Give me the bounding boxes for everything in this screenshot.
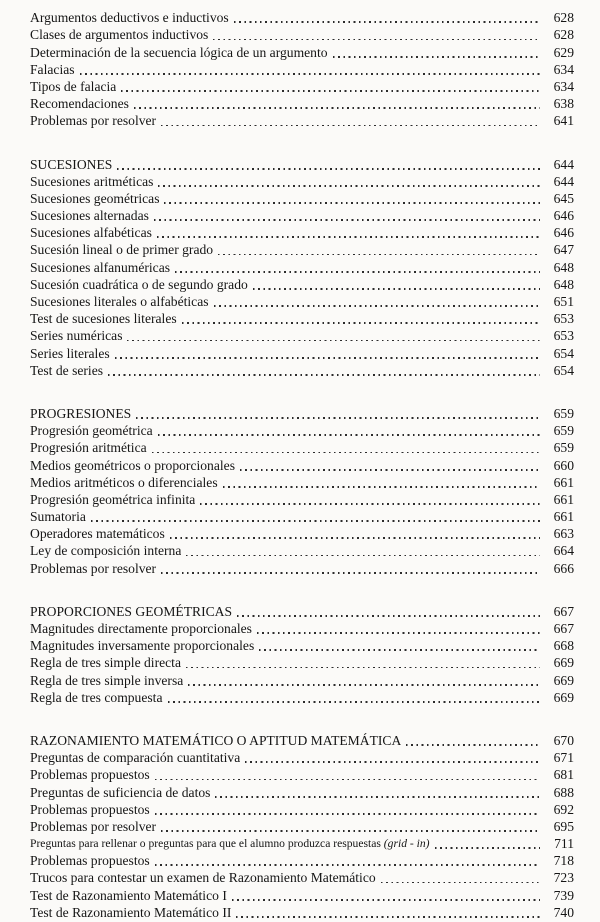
page-number: 638 xyxy=(553,96,574,112)
page-number: 718 xyxy=(553,853,574,869)
toc-entry xyxy=(30,276,574,293)
toc-entry-title: Sucesión cuadrática o de segundo grado xyxy=(30,276,248,292)
toc-entry-title: Medios geométricos o proporcionales xyxy=(30,457,235,473)
page-number: 739 xyxy=(553,887,574,903)
toc-entry-title: Problemas propuestos xyxy=(30,853,150,869)
toc-entry xyxy=(30,766,574,783)
toc-entry-title: Problemas propuestos xyxy=(30,801,150,817)
dot-leader xyxy=(237,615,540,617)
page-number: 667 xyxy=(553,621,574,636)
toc-entry-title: Clases de argumentos inductivos xyxy=(30,27,209,43)
toc-entry-title: Progresión geométrica infinita xyxy=(30,491,196,507)
toc-entry xyxy=(30,637,574,654)
page-number: 628 xyxy=(553,10,574,26)
toc-entry-title: Medios aritméticos o diferenciales xyxy=(30,474,218,490)
toc-entry xyxy=(30,405,574,422)
toc-entry-title: PROPORCIONES GEOMÉTRICAS xyxy=(30,603,233,619)
toc-entry-title: Problemas por resolver xyxy=(30,818,157,834)
dot-leader xyxy=(115,357,540,359)
page-number: 670 xyxy=(553,732,574,748)
toc-entry-title: Regla de tres simple directa xyxy=(30,655,181,671)
toc-entry-title: Sucesiones alfanuméricas xyxy=(30,259,171,275)
toc-entry-title: Series literales xyxy=(30,345,110,361)
toc-entry-title: Magnitudes inversamente proporcionales xyxy=(30,638,255,654)
toc-section xyxy=(30,155,574,378)
dot-leader xyxy=(245,761,540,763)
dot-leader xyxy=(161,572,540,574)
toc-entry-title: Sucesiones alternadas xyxy=(30,208,149,224)
dot-leader xyxy=(158,185,540,187)
page-number: 644 xyxy=(553,156,574,172)
page-number: 648 xyxy=(553,276,574,292)
page-number: 641 xyxy=(553,113,574,129)
toc-entry xyxy=(30,869,574,886)
toc-section xyxy=(30,603,574,706)
page-number: 668 xyxy=(553,638,574,654)
toc-entry-title: Regla de tres simple inversa xyxy=(30,672,184,688)
toc-entry-title: Sucesiones geométricas xyxy=(30,190,160,206)
toc-entry-title: Regla de tres compuesta xyxy=(30,689,163,705)
toc-entry-title: SUCESIONES xyxy=(30,156,113,172)
toc-entry xyxy=(30,603,574,620)
page-number: 692 xyxy=(553,801,574,817)
toc-entry-title: Test de Razonamiento Matemático II xyxy=(30,904,232,920)
dot-leader xyxy=(188,684,540,686)
toc-entry xyxy=(30,207,574,224)
toc-entry-title: Problemas propuestos xyxy=(30,767,150,783)
toc-entry xyxy=(30,439,574,456)
page-number: 669 xyxy=(553,655,574,671)
toc-entry xyxy=(30,422,574,439)
toc-entry xyxy=(30,61,574,78)
toc-entry xyxy=(30,293,574,310)
page-number: 634 xyxy=(553,78,574,94)
dot-leader xyxy=(214,305,540,307)
dot-leader xyxy=(381,882,540,884)
toc-entry-title: RAZONAMIENTO MATEMÁTICO O APTITUD MATEMÁTICA xyxy=(30,732,402,748)
toc-entry-title: Magnitudes directamente proporcionales xyxy=(30,621,252,636)
toc-entry xyxy=(30,474,574,491)
toc-entry xyxy=(30,525,574,542)
toc-entry-title: Preguntas de suficiencia de datos xyxy=(30,784,211,800)
page-number: 653 xyxy=(553,311,574,327)
page-number: 651 xyxy=(553,294,574,309)
dot-leader xyxy=(161,125,540,127)
toc-entry xyxy=(30,78,574,95)
dot-leader xyxy=(435,847,540,849)
page-number: 740 xyxy=(553,904,574,920)
toc-entry xyxy=(30,362,574,379)
dot-leader xyxy=(170,537,540,539)
dot-leader xyxy=(182,322,540,324)
toc-entry xyxy=(30,620,574,637)
toc-entry-title: Preguntas para rellenar o preguntas para que el alumno produzca respuestas (grid - in) xyxy=(30,837,430,851)
toc-entry xyxy=(30,852,574,869)
page-number: 723 xyxy=(553,870,574,886)
toc-entry-title: Sumatoria xyxy=(30,509,86,525)
toc-entry-title: Operadores matemáticos xyxy=(30,526,165,542)
toc-entry-title: Progresión geométrica xyxy=(30,423,153,439)
toc-entry xyxy=(30,835,574,852)
toc-entry xyxy=(30,456,574,473)
toc-entry xyxy=(30,95,574,112)
dot-leader xyxy=(257,632,540,634)
page-number: 654 xyxy=(553,345,574,361)
dot-leader xyxy=(127,340,540,342)
dot-leader xyxy=(91,520,540,522)
toc-entry xyxy=(30,732,574,749)
toc-entry-title: Argumentos deductivos e inductivos xyxy=(30,10,229,26)
dot-leader xyxy=(240,469,540,471)
page-number: 634 xyxy=(553,61,574,77)
toc-entry-title: Progresión aritmética xyxy=(30,440,147,456)
page-number: 646 xyxy=(553,208,574,224)
toc-entry-title: Falacias xyxy=(30,61,75,77)
page-number: 661 xyxy=(553,491,574,507)
toc-entry xyxy=(30,508,574,525)
dot-leader xyxy=(333,56,540,58)
dot-leader xyxy=(200,503,540,505)
page-number: 661 xyxy=(553,509,574,525)
page-number: 667 xyxy=(553,603,574,619)
toc-entry-title: PROGRESIONES xyxy=(30,405,132,421)
page-number: 659 xyxy=(553,423,574,439)
page-number: 659 xyxy=(553,405,574,421)
toc-entry xyxy=(30,749,574,766)
dot-leader xyxy=(215,796,540,798)
toc-entry-title: Test de sucesiones literales xyxy=(30,311,177,327)
page-number: 711 xyxy=(554,836,574,852)
toc-entry xyxy=(30,327,574,344)
page-number: 644 xyxy=(553,173,574,189)
toc-entry xyxy=(30,491,574,508)
dot-leader xyxy=(232,899,540,901)
dot-leader xyxy=(218,254,540,256)
dot-leader xyxy=(80,73,540,75)
page-number: 669 xyxy=(553,689,574,705)
dot-leader xyxy=(108,374,540,376)
page-number: 645 xyxy=(553,190,574,206)
dot-leader xyxy=(406,744,540,746)
toc-entry-title: Problemas por resolver xyxy=(30,560,157,576)
page-number: 628 xyxy=(553,27,574,43)
page-number: 666 xyxy=(553,560,574,576)
toc-section xyxy=(30,405,574,577)
dot-leader xyxy=(236,916,540,918)
toc-entry-title: Series numéricas xyxy=(30,328,123,344)
dot-leader xyxy=(223,486,540,488)
page-number: 681 xyxy=(553,767,574,783)
dot-leader xyxy=(117,168,540,170)
toc-entry-title: Test de Razonamiento Matemático I xyxy=(30,887,227,903)
dot-leader xyxy=(234,21,540,23)
toc-entry xyxy=(30,9,574,26)
page-number: 660 xyxy=(553,457,574,473)
dot-leader xyxy=(155,864,540,866)
toc-entry xyxy=(30,542,574,559)
dot-leader xyxy=(253,288,540,290)
page-number: 653 xyxy=(553,328,574,344)
toc-entry xyxy=(30,241,574,258)
page-number: 669 xyxy=(553,672,574,688)
toc-entry xyxy=(30,310,574,327)
toc-entry xyxy=(30,559,574,576)
toc-entry xyxy=(30,112,574,129)
dot-leader xyxy=(158,434,540,436)
toc-entry xyxy=(30,904,574,921)
dot-leader xyxy=(213,39,540,41)
toc-entry-title: Trucos para contestar un examen de Razonamiento Matemático xyxy=(30,870,376,886)
dot-leader xyxy=(164,202,540,204)
page-number: 688 xyxy=(553,784,574,800)
dot-leader xyxy=(186,667,540,669)
page-number: 648 xyxy=(553,259,574,275)
toc-entry-title: Sucesiones literales o alfabéticas xyxy=(30,294,209,309)
dot-leader xyxy=(175,271,540,273)
page-number: 663 xyxy=(553,526,574,542)
page-number: 695 xyxy=(553,818,574,834)
toc-entry-title: Recomendaciones xyxy=(30,96,129,112)
page-number: 671 xyxy=(553,750,574,766)
toc-section xyxy=(30,732,574,921)
dot-leader xyxy=(259,649,540,651)
toc-entry xyxy=(30,886,574,903)
dot-leader xyxy=(155,779,540,781)
page-number: 664 xyxy=(553,543,574,559)
toc-entry xyxy=(30,190,574,207)
toc-entry-title: Tipos de falacia xyxy=(30,78,117,94)
dot-leader xyxy=(136,417,540,419)
toc-entry-title: Ley de composición interna xyxy=(30,543,182,559)
dot-leader xyxy=(154,219,540,221)
dot-leader xyxy=(161,830,540,832)
toc-entry xyxy=(30,654,574,671)
toc-entry-title: Sucesiones alfabéticas xyxy=(30,225,152,241)
page-number: 629 xyxy=(553,44,574,60)
toc-entry xyxy=(30,43,574,60)
page-number: 661 xyxy=(553,474,574,490)
toc-entry-title: Sucesiones aritméticas xyxy=(30,173,154,189)
toc-entry-title: Preguntas de comparación cuantitativa xyxy=(30,750,241,766)
toc-entry xyxy=(30,155,574,172)
dot-leader xyxy=(168,701,541,703)
page-number: 646 xyxy=(553,225,574,241)
toc-entry-title-italic: (grid - in) xyxy=(383,837,430,851)
toc-entry xyxy=(30,783,574,800)
dot-leader xyxy=(134,107,540,109)
page-number: 654 xyxy=(553,362,574,378)
dot-leader xyxy=(157,236,540,238)
toc-entry xyxy=(30,344,574,361)
toc-entry xyxy=(30,801,574,818)
toc-entry-title: Test de series xyxy=(30,362,104,378)
toc-entry xyxy=(30,173,574,190)
dot-leader xyxy=(152,452,540,454)
toc-entry-title: Problemas por resolver xyxy=(30,113,157,129)
dot-leader xyxy=(155,813,540,815)
dot-leader xyxy=(186,555,540,557)
toc-entry xyxy=(30,224,574,241)
toc-entry xyxy=(30,689,574,706)
page-number: 659 xyxy=(553,440,574,456)
toc-entry xyxy=(30,258,574,275)
toc xyxy=(30,9,574,921)
toc-entry xyxy=(30,671,574,688)
page-number: 647 xyxy=(553,242,574,258)
toc-entry xyxy=(30,818,574,835)
toc-entry-title: Determinación de la secuencia lógica de un argumento xyxy=(30,44,328,60)
toc-section xyxy=(30,9,574,129)
dot-leader xyxy=(121,90,540,92)
toc-entry xyxy=(30,26,574,43)
toc-entry-title: Sucesión lineal o de primer grado xyxy=(30,242,214,258)
